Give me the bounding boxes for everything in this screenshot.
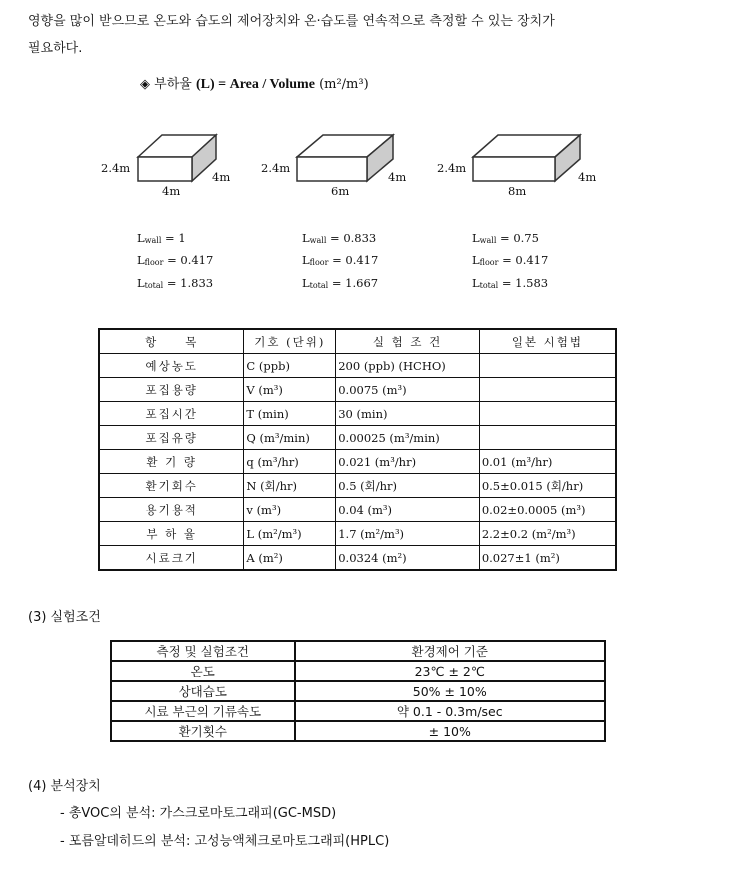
- table-row: [99, 354, 616, 378]
- box2-height: 2.4m: [261, 161, 291, 175]
- table-cell: 1.7 (m²/m³): [336, 522, 480, 546]
- box3-depth: 4m: [578, 170, 597, 184]
- equals-sign: =: [498, 253, 516, 267]
- equals-sign: =: [161, 231, 179, 245]
- table-cell: v (m³): [244, 498, 336, 522]
- box1-height: 2.4m: [101, 161, 131, 175]
- table-header-row: [111, 641, 605, 661]
- table-row: [111, 661, 605, 681]
- l-value: 1: [178, 231, 186, 245]
- l-value: 1.667: [345, 276, 379, 290]
- table-cell: 환기횟수: [111, 721, 295, 741]
- l-symbol: L: [472, 276, 480, 290]
- table-cell: 시료크기: [99, 546, 244, 571]
- table-row: [99, 546, 616, 571]
- header-cell: 환경제어 기준: [295, 641, 606, 661]
- l-value: 1.833: [180, 276, 214, 290]
- table-cell: T (min): [244, 402, 336, 426]
- l-symbol: L: [137, 231, 145, 245]
- box3-height: 2.4m: [437, 161, 467, 175]
- l-subscript: wall: [309, 236, 327, 245]
- table-cell: 200 (ppb) (HCHO): [336, 354, 480, 378]
- l-subscript: floor: [144, 258, 164, 267]
- header-cell: 측정 및 실험조건: [111, 641, 295, 661]
- table-cell: 포집유량: [99, 426, 244, 450]
- box3-l-wall: [472, 231, 539, 245]
- box-diagram-1: [138, 135, 216, 181]
- box2-depth: 4m: [388, 170, 407, 184]
- table-cell: N (회/hr): [244, 474, 336, 498]
- l-subscript: floor: [309, 258, 329, 267]
- table-cell: [479, 402, 616, 426]
- table-cell: 예상농도: [99, 354, 244, 378]
- table-row: [99, 402, 616, 426]
- table-cell: 0.5 (회/hr): [336, 474, 480, 498]
- equals-sign: =: [496, 231, 514, 245]
- l-subscript: total: [309, 281, 329, 290]
- l-value: 0.417: [345, 253, 379, 267]
- l-subscript: total: [479, 281, 499, 290]
- header-cell: 일본 시험법: [479, 329, 616, 354]
- table-row: [111, 721, 605, 741]
- l-symbol: L: [302, 253, 310, 267]
- box2-l-wall: [302, 231, 376, 245]
- table-cell: 30 (min): [336, 402, 480, 426]
- table-cell: q (m³/hr): [244, 450, 336, 474]
- table-cell: ± 10%: [295, 721, 606, 741]
- header-cell: 실 험 조 건: [336, 329, 480, 354]
- table-cell: V (m³): [244, 378, 336, 402]
- table-cell: 2.2±0.2 (m²/m³): [479, 522, 616, 546]
- table-cell: 상대습도: [111, 681, 295, 701]
- table-cell: 0.02±0.0005 (m³): [479, 498, 616, 522]
- equals-sign: =: [326, 231, 344, 245]
- table-cell: C (ppb): [244, 354, 336, 378]
- table-cell: 용기용적: [99, 498, 244, 522]
- table-row: [99, 450, 616, 474]
- box-front-face: [138, 157, 192, 181]
- box1-l-wall: [137, 231, 186, 245]
- table-row: [111, 681, 605, 701]
- box3-l-floor: [472, 253, 548, 267]
- box2-l-floor: [302, 253, 378, 267]
- table-cell: 0.021 (m³/hr): [336, 450, 480, 474]
- l-subscript: floor: [479, 258, 499, 267]
- table-cell: 0.0324 (m²): [336, 546, 480, 571]
- table-cell: 포집시간: [99, 402, 244, 426]
- table-cell: 0.5±0.015 (회/hr): [479, 474, 616, 498]
- equals-sign: =: [328, 253, 346, 267]
- box1-l-total: [137, 276, 213, 290]
- analysis-item-formaldehyde: - 포름알데히드의 분석: 고성능액체크로마토그래피(HPLC): [60, 834, 390, 849]
- l-subscript: wall: [144, 236, 162, 245]
- equals-sign: =: [163, 276, 181, 290]
- box-diagram-2: [297, 135, 393, 181]
- table-cell: [479, 378, 616, 402]
- table-cell: A (m²): [244, 546, 336, 571]
- table-cell: 시료 부근의 기류속도: [111, 701, 295, 721]
- intro-line-1: 영향을 많이 받으므로 온도와 습도의 제어장치와 온·습도를 연속적으로 측정할 수 있는 장치가: [28, 14, 555, 29]
- l-value: 0.417: [515, 253, 549, 267]
- table-cell: L (m²/m³): [244, 522, 336, 546]
- table-row: [99, 522, 616, 546]
- table-cell: 23℃ ± 2℃: [295, 661, 606, 681]
- equals-sign: =: [498, 276, 516, 290]
- equals-sign: =: [328, 276, 346, 290]
- table-cell: [479, 426, 616, 450]
- l-symbol: L: [472, 253, 480, 267]
- analysis-item-voc: - 총VOC의 분석: 가스크로마토그래피(GC-MSD): [60, 806, 337, 821]
- section-3-title: (3) 실험조건: [28, 610, 101, 625]
- table-cell: 0.00025 (m³/min): [336, 426, 480, 450]
- l-value: 0.75: [513, 231, 539, 245]
- box1-depth: 4m: [212, 170, 231, 184]
- l-value: 1.583: [515, 276, 549, 290]
- table-cell: 0.027±1 (m²): [479, 546, 616, 571]
- table-cell: 0.01 (m³/hr): [479, 450, 616, 474]
- table-row: [99, 426, 616, 450]
- table-row: [99, 474, 616, 498]
- l-symbol: L: [302, 231, 310, 245]
- intro-line-2: 필요하다.: [28, 41, 83, 56]
- table-cell: 환기회수: [99, 474, 244, 498]
- test-conditions-table: [98, 328, 617, 571]
- table-cell: 환 기 량: [99, 450, 244, 474]
- diamond-bullet-icon: ◈: [140, 77, 150, 92]
- table-cell: 온도: [111, 661, 295, 681]
- l-value: 0.417: [180, 253, 214, 267]
- table-row: [99, 498, 616, 522]
- table-row: [99, 378, 616, 402]
- l-symbol: L: [137, 253, 145, 267]
- experiment-conditions-table: [110, 640, 606, 742]
- table-cell: 0.04 (m³): [336, 498, 480, 522]
- table-cell: 약 0.1 - 0.3m/sec: [295, 701, 606, 721]
- table-cell: 부 하 율: [99, 522, 244, 546]
- box1-width: 4m: [162, 184, 181, 198]
- table-header-row: [99, 329, 616, 354]
- section-4-title: (4) 분석장치: [28, 779, 101, 794]
- table-cell: 0.0075 (m³): [336, 378, 480, 402]
- header-cell: 기호 (단위): [244, 329, 336, 354]
- l-value: 0.833: [343, 231, 377, 245]
- formula-expression: (L) = Area / Volume: [195, 77, 315, 92]
- table-cell: [479, 354, 616, 378]
- box1-l-floor: [137, 253, 213, 267]
- l-subscript: wall: [479, 236, 497, 245]
- l-symbol: L: [302, 276, 310, 290]
- table-cell: Q (m³/min): [244, 426, 336, 450]
- formula-label: 부하율: [154, 77, 192, 92]
- table-cell: 포집용량: [99, 378, 244, 402]
- box-diagram-3: [473, 135, 580, 181]
- header-cell: 항 목: [99, 329, 244, 354]
- formula-unit: (m²/m³): [319, 77, 369, 92]
- box3-l-total: [472, 276, 548, 290]
- equals-sign: =: [163, 253, 181, 267]
- box3-width: 8m: [508, 184, 527, 198]
- l-symbol: L: [137, 276, 145, 290]
- box2-width: 6m: [331, 184, 350, 198]
- l-subscript: total: [144, 281, 164, 290]
- table-row: [111, 701, 605, 721]
- box2-l-total: [302, 276, 378, 290]
- l-symbol: L: [472, 231, 480, 245]
- table-cell: 50% ± 10%: [295, 681, 606, 701]
